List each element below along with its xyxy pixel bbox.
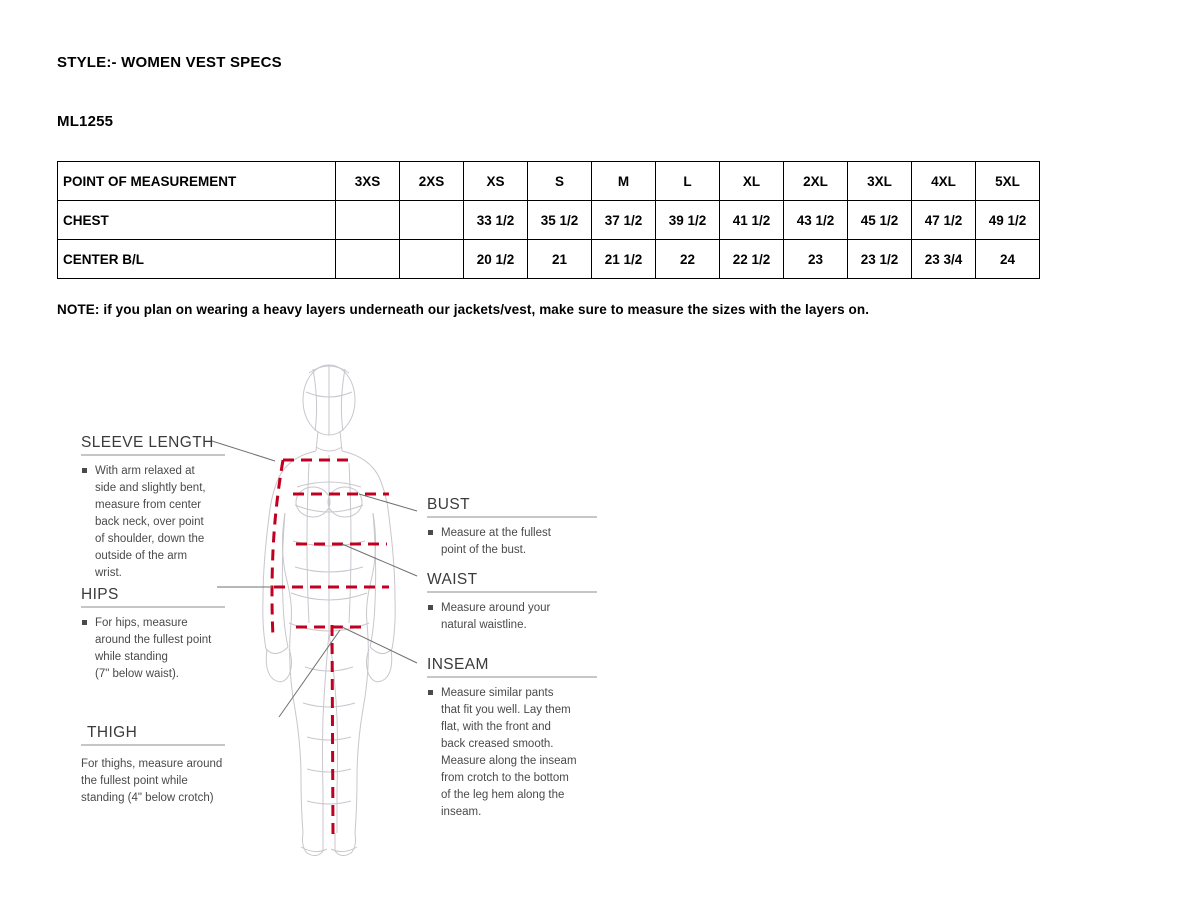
waist-line: natural waistline. xyxy=(441,619,527,631)
sleeve-length-line: outside of the arm xyxy=(95,550,188,562)
thigh-line: For thighs, measure around xyxy=(81,758,223,770)
page-title: STYLE:- WOMEN VEST SPECS xyxy=(57,54,282,71)
table-cell xyxy=(400,240,464,279)
table-header-cell: XS xyxy=(464,162,528,201)
hips-line: while standing xyxy=(95,651,168,663)
table-cell: 21 1/2 xyxy=(592,240,656,279)
sleeve-length-line: back neck, over point xyxy=(95,516,204,528)
table-header-cell: 3XS xyxy=(336,162,400,201)
bullet-icon xyxy=(428,690,433,695)
table-cell: 49 1/2 xyxy=(976,201,1040,240)
table-header-cell: XL xyxy=(720,162,784,201)
inseam-line: inseam. xyxy=(441,806,482,818)
table-cell xyxy=(400,201,464,240)
sleeve-length-line: side and slightly bent, xyxy=(95,482,206,494)
bullet-icon xyxy=(428,530,433,535)
table-cell: 20 1/2 xyxy=(464,240,528,279)
table-cell: 23 3/4 xyxy=(912,240,976,279)
sleeve-length-line: measure from center xyxy=(95,499,202,511)
sleeve-length-line: With arm relaxed at xyxy=(95,465,195,477)
table-cell: 22 1/2 xyxy=(720,240,784,279)
table-header-cell: 5XL xyxy=(976,162,1040,201)
style-code: ML1255 xyxy=(57,113,114,130)
table-cell: 23 1/2 xyxy=(848,240,912,279)
sleeve-length-title: SLEEVE LENGTH xyxy=(81,434,214,451)
inseam-line: that fit you well. Lay them xyxy=(441,704,571,716)
size-specs-table xyxy=(57,161,1040,279)
bust-title: BUST xyxy=(427,496,470,513)
table-header-cell: L xyxy=(656,162,720,201)
note-text: NOTE: if you plan on wearing a heavy layers underneath our jackets/vest, make sure to measure the sizes with the layers on. xyxy=(57,302,870,317)
inseam-title: INSEAM xyxy=(427,656,489,673)
table-header-cell: POINT OF MEASUREMENT xyxy=(58,162,336,201)
hips-title: HIPS xyxy=(81,586,119,603)
row-label: CHEST xyxy=(58,201,336,240)
table-cell: 24 xyxy=(976,240,1040,279)
table-cell: 41 1/2 xyxy=(720,201,784,240)
table-cell: 21 xyxy=(528,240,592,279)
bust-line: point of the bust. xyxy=(441,544,527,556)
inseam-line: from crotch to the bottom xyxy=(441,772,569,784)
hips-line: (7" below waist). xyxy=(95,668,179,680)
table-header-cell: 3XL xyxy=(848,162,912,201)
table-cell: 39 1/2 xyxy=(656,201,720,240)
table-cell: 45 1/2 xyxy=(848,201,912,240)
sleeve-length-line: of shoulder, down the xyxy=(95,533,205,545)
table-header-cell: S xyxy=(528,162,592,201)
table-header-row xyxy=(58,162,1040,201)
waist-line: Measure around your xyxy=(441,602,551,614)
bullet-icon xyxy=(82,468,87,473)
inseam-line: Measure similar pants xyxy=(441,687,554,699)
inseam-line: of the leg hem along the xyxy=(441,789,565,801)
table-cell xyxy=(336,201,400,240)
inseam-line: flat, with the front and xyxy=(441,721,551,733)
thigh-line: the fullest point while xyxy=(81,775,188,787)
table-header-cell: 4XL xyxy=(912,162,976,201)
row-label: CENTER B/L xyxy=(58,240,336,279)
table-header-cell: 2XL xyxy=(784,162,848,201)
table-cell: 33 1/2 xyxy=(464,201,528,240)
table-cell: 43 1/2 xyxy=(784,201,848,240)
measurement-diagram xyxy=(57,337,627,882)
table-row xyxy=(58,201,1040,240)
bullet-icon xyxy=(428,605,433,610)
table-cell: 23 xyxy=(784,240,848,279)
table-cell: 47 1/2 xyxy=(912,201,976,240)
bust-line: Measure at the fullest xyxy=(441,527,551,539)
sleeve-length-line: wrist. xyxy=(95,567,122,579)
table-row xyxy=(58,240,1040,279)
thigh-title: THIGH xyxy=(87,724,138,741)
table-cell: 37 1/2 xyxy=(592,201,656,240)
leader-lines xyxy=(212,441,417,717)
mannequin-figure xyxy=(263,365,395,856)
inseam-line: back creased smooth. xyxy=(441,738,554,750)
waist-title: WAIST xyxy=(427,571,478,588)
thigh-line: standing (4" below crotch) xyxy=(81,792,214,804)
hips-line: For hips, measure xyxy=(95,617,188,629)
bullet-icon xyxy=(82,620,87,625)
inseam-line: Measure along the inseam xyxy=(441,755,577,767)
table-cell: 22 xyxy=(656,240,720,279)
hips-line: around the fullest point xyxy=(95,634,212,646)
table-header-cell: 2XS xyxy=(400,162,464,201)
table-cell xyxy=(336,240,400,279)
table-header-cell: M xyxy=(592,162,656,201)
table-cell: 35 1/2 xyxy=(528,201,592,240)
